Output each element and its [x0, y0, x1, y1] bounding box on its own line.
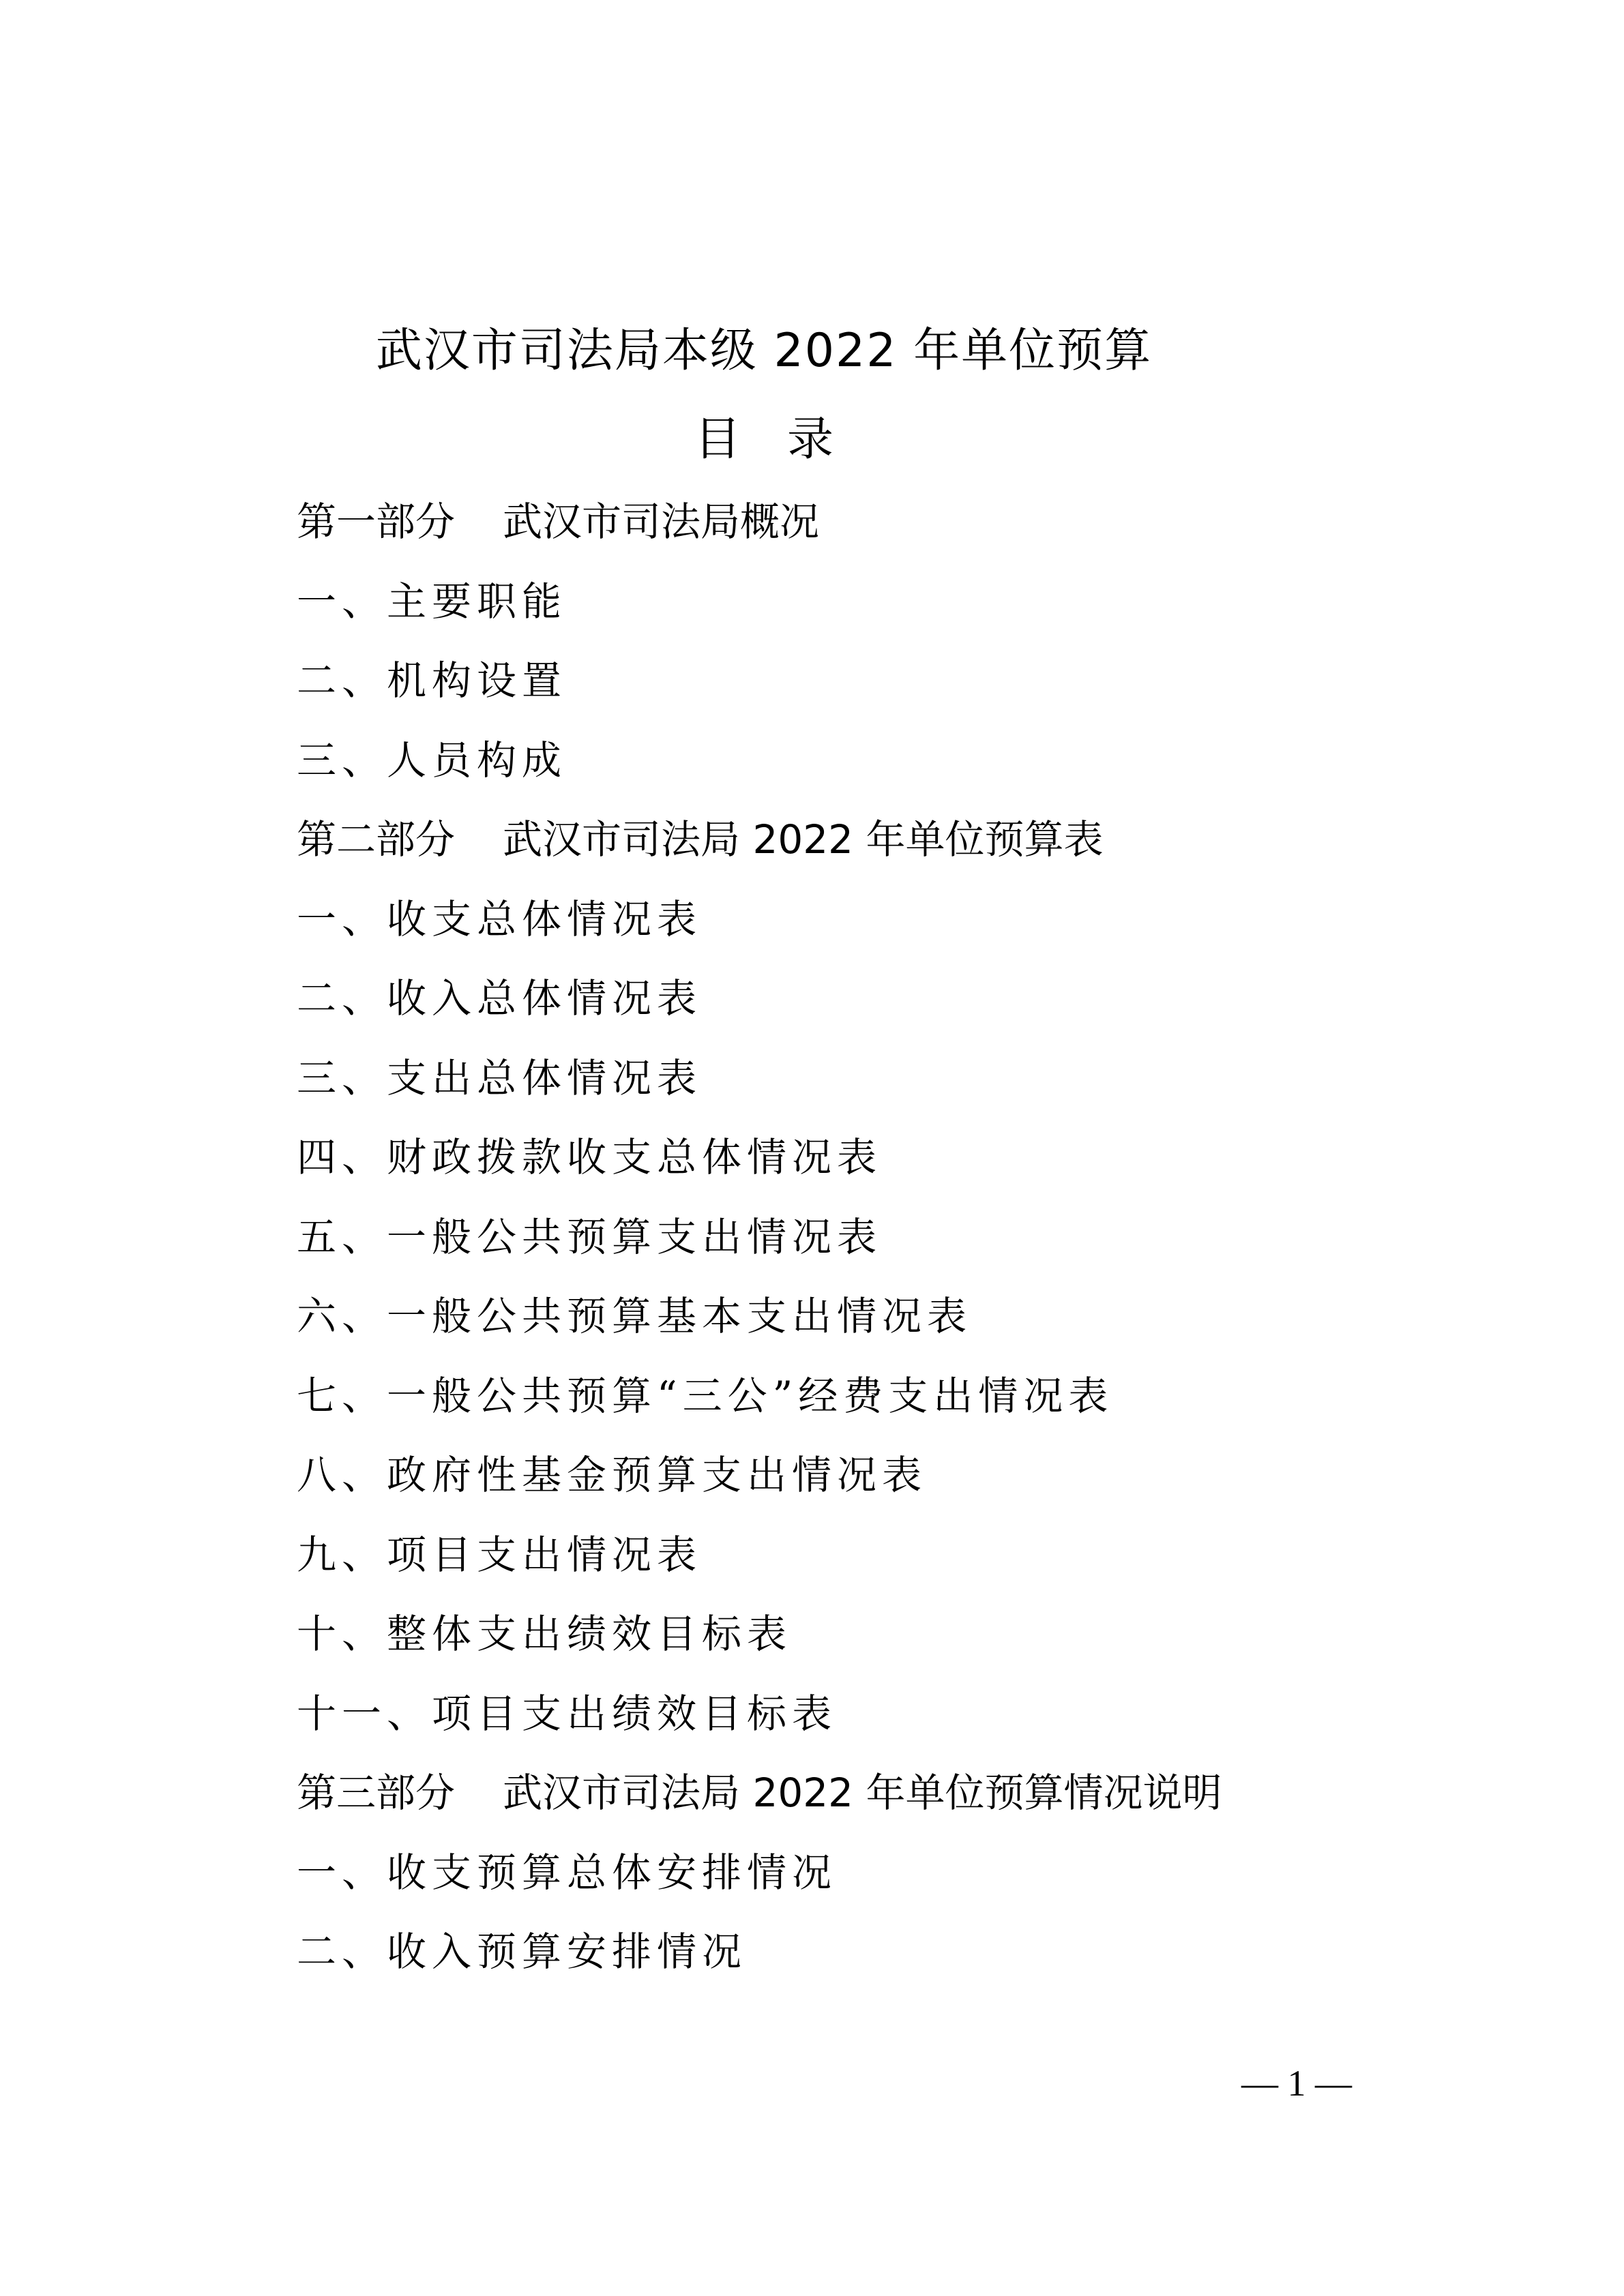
- toc-item: 七、一般公共预算“三公”经费支出情况表: [297, 1372, 1114, 1419]
- toc-item: 十、整体支出绩效目标表: [297, 1611, 793, 1657]
- toc-item: 三、支出总体情况表: [297, 1054, 703, 1101]
- toc-item: 一、主要职能: [297, 578, 567, 625]
- table-of-contents: [297, 491, 1456, 2001]
- toc-item: 二、收入总体情况表: [297, 975, 703, 1022]
- toc-part-label: 第三部分: [297, 1770, 456, 1816]
- toc-item: 六、一般公共预算基本支出情况表: [297, 1293, 973, 1339]
- toc-heading: 目 录: [694, 413, 833, 466]
- toc-part-title: 武汉市司法局概况: [503, 498, 820, 545]
- toc-item: 一、收支预算总体安排情况: [297, 1849, 838, 1896]
- toc-part-title: 武汉市司法局 2022 年单位预算表: [503, 816, 1104, 863]
- toc-item: 十一、项目支出绩效目标表: [297, 1690, 838, 1737]
- toc-part-label: 第二部分: [297, 816, 456, 863]
- toc-item: 五、一般公共预算支出情况表: [297, 1213, 883, 1260]
- toc-part-heading: [297, 491, 1456, 571]
- toc-item: 四、财政拨款收支总体情况表: [297, 1134, 883, 1180]
- toc-item: 八、政府性基金预算支出情况表: [297, 1452, 928, 1498]
- toc-item: 一、收支总体情况表: [297, 895, 703, 942]
- toc-item: 二、收入预算安排情况: [297, 1928, 748, 1975]
- document-title: 武汉市司法局本级 2022 年单位预算: [375, 324, 1153, 378]
- page-number: — 1 —: [1241, 2063, 1352, 2104]
- toc-part-heading: [297, 809, 1456, 889]
- toc-item: 九、项目支出情况表: [297, 1531, 703, 1578]
- toc-part-heading: [297, 1762, 1456, 1842]
- toc-item: 三、人员构成: [297, 736, 567, 784]
- toc-item: 二、机构设置: [297, 657, 567, 704]
- toc-part-title: 武汉市司法局 2022 年单位预算情况说明: [503, 1770, 1222, 1816]
- toc-part-label: 第一部分: [297, 498, 456, 545]
